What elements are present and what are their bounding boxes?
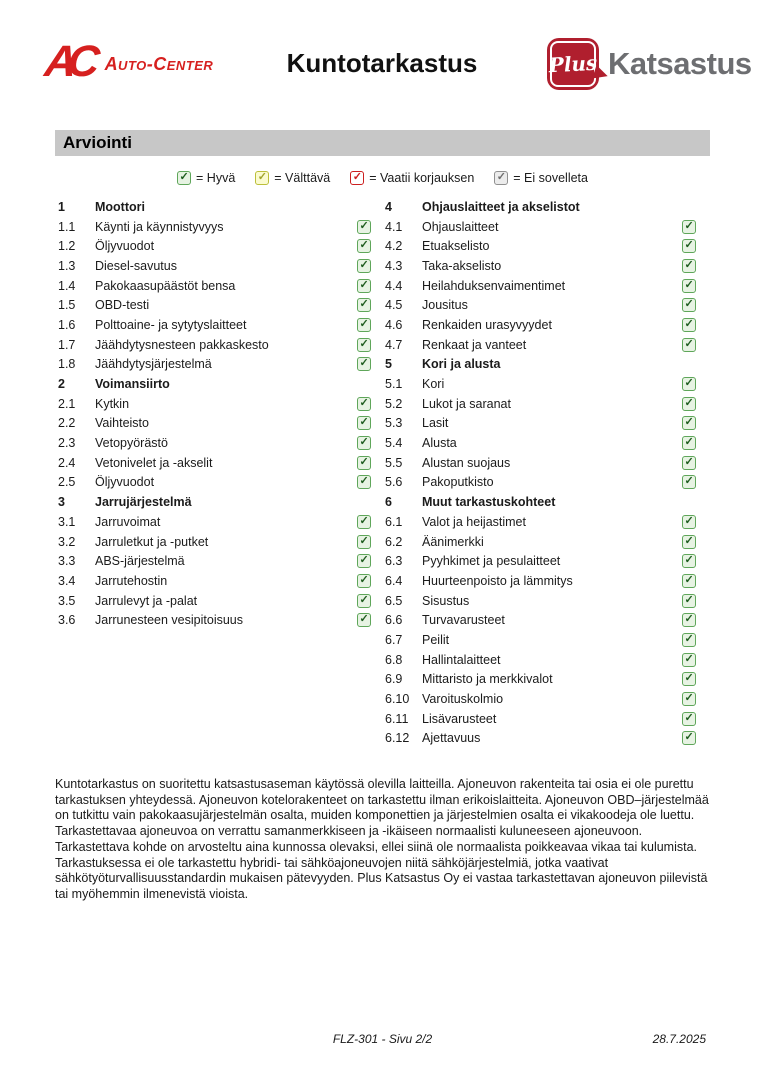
item-label: Diesel-savutus — [95, 258, 177, 273]
status-cell — [356, 397, 372, 411]
checklist-row — [385, 532, 697, 552]
checklist-row — [385, 335, 697, 355]
item-number: 4.2 — [385, 239, 403, 254]
item-number: 5.3 — [385, 416, 403, 431]
status-cell — [681, 318, 697, 332]
item-label: Turvavarusteet — [422, 613, 505, 628]
section-title: Ohjauslaitteet ja akselistot — [422, 199, 580, 214]
status-checkbox-good-icon[interactable] — [682, 239, 696, 253]
item-label: Jarrutehostin — [95, 573, 168, 588]
checklist-row — [385, 512, 697, 532]
section-title: Moottori — [95, 199, 145, 214]
item-number: 1.3 — [58, 258, 76, 273]
status-cell — [681, 712, 697, 726]
item-number: 5 — [385, 357, 392, 372]
section-title: Muut tarkastuskohteet — [422, 495, 556, 510]
item-label: Renkaiden urasyvyydet — [422, 317, 552, 332]
legend-label: = Välttävä — [274, 171, 331, 185]
status-cell — [681, 220, 697, 234]
checklist-row — [58, 473, 372, 493]
checklist-row — [385, 610, 697, 630]
item-number: 5.5 — [385, 455, 403, 470]
status-checkbox-good-icon[interactable] — [682, 692, 696, 706]
item-label: ABS-järjestelmä — [95, 554, 185, 569]
status-checkbox-good-icon[interactable] — [357, 574, 371, 588]
checklist-row — [58, 551, 372, 571]
item-label: Pakokaasupäästöt bensa — [95, 278, 236, 293]
status-cell — [356, 535, 372, 549]
status-cell — [356, 475, 372, 489]
item-label: Lukot ja saranat — [422, 396, 511, 411]
item-number: 6.3 — [385, 554, 403, 569]
legend-checkbox-na-icon — [494, 171, 508, 185]
status-checkbox-good-icon[interactable] — [682, 515, 696, 529]
legend-label: = Ei sovelleta — [513, 171, 588, 185]
status-cell — [681, 259, 697, 273]
status-cell — [681, 416, 697, 430]
item-label: Öljyvuodot — [95, 475, 155, 490]
item-number: 2.5 — [58, 475, 76, 490]
katsastus-logo-text: Katsastus — [608, 46, 752, 81]
item-number: 3.4 — [58, 573, 76, 588]
legend-item-good — [177, 171, 235, 185]
section-header-row — [385, 355, 697, 375]
item-label: Renkaat ja vanteet — [422, 337, 527, 352]
disclaimer-text: Kuntotarkastus on suoritettu katsastusaseman käytössä olevilla laitteilla. Ajoneuvon rakenteita tai osia ei ole purettu tarkastuksen yhteydessä. Ajoneuvon kotelorakenteet on tarkastettu ilman erikoislaitteita. Ajoneuvon OBD–järjestelmää on tutkittu vain pakokaasujärjestelmän osalta, muiden komponettien ja järjestelmien osalta ei vikakoodeja ole luettu. Tarkastettavaa ajoneuvoa on verrattu samanmerkkiseen ja -ikäiseen normaalisti kuluneeseen ajoneuvoon. Tarkastettava kohde on arvosteltu aina kunnossa olevaksi, ellei siinä ole normaalista poikkeavaa vikaa tai kulumista. Tarkastuksessa ei ole tarkastettu hybridi- tai sähköajoneuvojen niitä sähköjärjestelmiä, jotka vaativat sähkötyöturvallisuusstandardin mukaisen pätevyyden. Plus Katsastus Oy ei vastaa tarkastettavan ajoneuvon piilevistä tai myöhemmin ilmenevistä vioista. — [55, 777, 709, 901]
legend-label: = Hyvä — [196, 171, 236, 185]
item-number: 4.4 — [385, 278, 403, 293]
item-number: 6.5 — [385, 593, 403, 608]
checklist-row — [58, 295, 372, 315]
status-checkbox-good-icon[interactable] — [682, 554, 696, 568]
item-label: Jarrulevyt ja -palat — [95, 593, 198, 608]
status-cell — [356, 357, 372, 371]
checklist-row — [385, 374, 697, 394]
status-checkbox-good-icon[interactable] — [682, 220, 696, 234]
item-number: 3.5 — [58, 593, 76, 608]
checklist-row — [385, 670, 697, 690]
status-cell — [681, 633, 697, 647]
checklist-row — [58, 217, 372, 237]
status-checkbox-good-icon[interactable] — [357, 535, 371, 549]
item-number: 1.6 — [58, 317, 76, 332]
status-cell — [356, 554, 372, 568]
status-checkbox-good-icon[interactable] — [357, 318, 371, 332]
checklist-row — [385, 394, 697, 414]
status-checkbox-good-icon[interactable] — [357, 298, 371, 312]
item-number: 4.7 — [385, 337, 403, 352]
checklist-row — [385, 315, 697, 335]
status-checkbox-good-icon[interactable] — [682, 633, 696, 647]
item-label: Alustan suojaus — [422, 455, 511, 470]
status-checkbox-good-icon[interactable] — [682, 279, 696, 293]
legend-label: = Vaatii korjauksen — [369, 171, 475, 185]
item-label: Pyyhkimet ja pesulaitteet — [422, 554, 561, 569]
item-number: 4.6 — [385, 317, 403, 332]
status-cell — [681, 692, 697, 706]
status-cell — [356, 318, 372, 332]
status-cell — [356, 338, 372, 352]
item-label: Vetopyörästö — [95, 436, 168, 451]
item-label: Jarruletkut ja -putket — [95, 534, 209, 549]
item-label: Vetonivelet ja -akselit — [95, 455, 213, 470]
status-cell — [356, 298, 372, 312]
section-header-row — [385, 492, 697, 512]
status-cell — [356, 515, 372, 529]
checklist-row — [58, 453, 372, 473]
item-number: 1.1 — [58, 219, 76, 234]
checklist-row — [385, 571, 697, 591]
item-number: 6 — [385, 495, 392, 510]
item-number: 5.1 — [385, 377, 403, 392]
item-label: Kori — [422, 377, 445, 392]
item-label: OBD-testi — [95, 298, 150, 313]
item-number: 3.6 — [58, 613, 76, 628]
item-label: Huurteenpoisto ja lämmitys — [422, 573, 573, 588]
item-label: Vaihteisto — [95, 416, 149, 431]
status-checkbox-good-icon[interactable] — [682, 712, 696, 726]
status-checkbox-good-icon[interactable] — [357, 594, 371, 608]
status-cell — [356, 239, 372, 253]
item-number: 6.10 — [385, 692, 410, 707]
item-number: 6.9 — [385, 672, 403, 687]
item-number: 2 — [58, 377, 65, 392]
item-number: 1.4 — [58, 278, 76, 293]
checklist-row — [385, 650, 697, 670]
section-title: Voimansiirto — [95, 377, 170, 392]
item-number: 6.8 — [385, 652, 403, 667]
item-label: Äänimerkki — [422, 534, 484, 549]
section-header-row — [58, 492, 372, 512]
status-cell — [356, 456, 372, 470]
status-cell — [681, 515, 697, 529]
status-cell — [681, 475, 697, 489]
status-checkbox-good-icon[interactable] — [682, 397, 696, 411]
status-cell — [681, 338, 697, 352]
item-number: 5.4 — [385, 436, 403, 451]
page-title: Kuntotarkastus — [286, 48, 478, 78]
item-label: Kytkin — [95, 396, 130, 411]
status-cell — [681, 298, 697, 312]
status-checkbox-good-icon[interactable] — [682, 456, 696, 470]
item-number: 6.6 — [385, 613, 403, 628]
item-number: 1.8 — [58, 357, 76, 372]
status-checkbox-good-icon[interactable] — [682, 436, 696, 450]
checklist-row — [58, 414, 372, 434]
checklist-row — [385, 630, 697, 650]
item-number: 3.1 — [58, 514, 76, 529]
checklist-row — [385, 236, 697, 256]
checklist-row — [58, 315, 372, 335]
item-label: Käynti ja käynnistyvyys — [95, 219, 224, 234]
checklist-row — [385, 433, 697, 453]
status-cell — [681, 554, 697, 568]
status-cell — [681, 397, 697, 411]
item-label: Pakoputkisto — [422, 475, 494, 490]
status-checkbox-good-icon[interactable] — [682, 535, 696, 549]
legend — [55, 169, 710, 187]
item-number: 6.2 — [385, 534, 403, 549]
checklist-row — [385, 453, 697, 473]
status-checkbox-good-icon[interactable] — [682, 672, 696, 686]
item-label: Jäähdytysjärjestelmä — [95, 357, 212, 372]
status-cell — [681, 239, 697, 253]
item-number: 3.2 — [58, 534, 76, 549]
status-checkbox-good-icon[interactable] — [357, 338, 371, 352]
item-label: Hallintalaitteet — [422, 652, 501, 667]
item-label: Alusta — [422, 436, 457, 451]
status-checkbox-good-icon[interactable] — [357, 613, 371, 627]
status-cell — [681, 653, 697, 667]
item-number: 6.4 — [385, 573, 403, 588]
status-checkbox-good-icon[interactable] — [357, 515, 371, 529]
item-number: 4.5 — [385, 298, 403, 313]
item-label: Heilahduksenvaimentimet — [422, 278, 566, 293]
plus-badge-icon — [547, 38, 599, 90]
item-label: Lasit — [422, 416, 449, 431]
status-checkbox-good-icon[interactable] — [357, 397, 371, 411]
status-checkbox-good-icon[interactable] — [357, 475, 371, 489]
checklist-row — [385, 217, 697, 237]
item-number: 6.12 — [385, 731, 410, 746]
checklist-row — [385, 551, 697, 571]
status-cell — [681, 279, 697, 293]
checklist-row — [385, 414, 697, 434]
legend-checkbox-bad-icon — [350, 171, 364, 185]
status-checkbox-good-icon[interactable] — [682, 318, 696, 332]
status-checkbox-good-icon[interactable] — [682, 613, 696, 627]
item-label: Varoituskolmio — [422, 692, 504, 707]
legend-item-bad — [350, 171, 474, 185]
item-number: 4 — [385, 199, 392, 214]
status-checkbox-good-icon[interactable] — [682, 338, 696, 352]
item-number: 4.3 — [385, 258, 403, 273]
status-cell — [681, 377, 697, 391]
checklist-row — [58, 512, 372, 532]
item-label: Etuakselisto — [422, 239, 490, 254]
status-checkbox-good-icon[interactable] — [357, 239, 371, 253]
item-number: 2.2 — [58, 416, 76, 431]
status-checkbox-good-icon[interactable] — [682, 731, 696, 745]
status-checkbox-good-icon[interactable] — [357, 220, 371, 234]
status-cell — [356, 416, 372, 430]
item-label: Jarrunesteen vesipitoisuus — [95, 613, 243, 628]
section-header-row — [385, 197, 697, 217]
item-number: 5.6 — [385, 475, 403, 490]
status-checkbox-good-icon[interactable] — [682, 259, 696, 273]
item-label: Jäähdytysnesteen pakkaskesto — [95, 337, 269, 352]
checklist-row — [58, 591, 372, 611]
checklist-row — [58, 532, 372, 552]
item-label: Jarruvoimat — [95, 514, 161, 529]
item-number: 2.4 — [58, 455, 76, 470]
item-label: Mittaristo ja merkkivalot — [422, 672, 553, 687]
item-label: Polttoaine- ja sytytyslaitteet — [95, 317, 247, 332]
item-label: Valot ja heijastimet — [422, 514, 526, 529]
status-cell — [681, 731, 697, 745]
status-checkbox-good-icon[interactable] — [682, 298, 696, 312]
item-label: Ajettavuus — [422, 731, 481, 746]
status-cell — [356, 259, 372, 273]
status-checkbox-good-icon[interactable] — [357, 436, 371, 450]
item-number: 4.1 — [385, 219, 403, 234]
footer-date: 28.7.2025 — [652, 1032, 706, 1046]
item-number: 2.3 — [58, 436, 76, 451]
checklist-left — [58, 197, 372, 630]
status-cell — [356, 594, 372, 608]
status-checkbox-good-icon[interactable] — [357, 416, 371, 430]
plus-katsastus-logo — [547, 38, 752, 90]
checklist-row — [58, 276, 372, 296]
status-cell — [681, 672, 697, 686]
plus-badge-text: Plus — [548, 50, 598, 78]
checklist-row — [385, 709, 697, 729]
item-number: 2.1 — [58, 396, 76, 411]
legend-item-fair — [255, 171, 330, 185]
status-checkbox-good-icon[interactable] — [682, 574, 696, 588]
status-checkbox-good-icon[interactable] — [682, 594, 696, 608]
status-cell — [681, 436, 697, 450]
status-checkbox-good-icon[interactable] — [682, 416, 696, 430]
checklist-row — [58, 610, 372, 630]
checklist-row — [385, 729, 697, 749]
item-label: Taka-akselisto — [422, 258, 502, 273]
section-header-row — [58, 197, 372, 217]
item-number: 1 — [58, 199, 65, 214]
checklist-row — [385, 276, 697, 296]
checklist-row — [58, 355, 372, 375]
checklist-row — [58, 433, 372, 453]
section-header-bar — [55, 130, 710, 156]
checklist-row — [58, 571, 372, 591]
item-label: Jousitus — [422, 298, 468, 313]
item-label: Öljyvuodot — [95, 239, 155, 254]
item-number: 5.2 — [385, 396, 403, 411]
status-checkbox-good-icon[interactable] — [357, 456, 371, 470]
checklist-right — [385, 197, 697, 748]
item-number: 1.5 — [58, 298, 76, 313]
auto-center-logo-icon: AC — [42, 37, 94, 86]
item-number: 1.7 — [58, 337, 76, 352]
status-checkbox-good-icon[interactable] — [357, 279, 371, 293]
status-checkbox-good-icon[interactable] — [357, 554, 371, 568]
legend-checkbox-fair-icon — [255, 171, 269, 185]
item-label: Peilit — [422, 632, 450, 647]
checklist-row — [385, 591, 697, 611]
item-number: 6.11 — [385, 711, 409, 726]
legend-item-na — [494, 171, 588, 185]
checklist-row — [58, 335, 372, 355]
item-label: Lisävarusteet — [422, 711, 497, 726]
item-number: 1.2 — [58, 239, 76, 254]
item-number: 3 — [58, 495, 65, 510]
status-cell — [681, 613, 697, 627]
status-checkbox-good-icon[interactable] — [682, 377, 696, 391]
item-label: Sisustus — [422, 593, 470, 608]
status-cell — [356, 220, 372, 234]
checklist-row — [385, 256, 697, 276]
section-title: Jarrujärjestelmä — [95, 495, 192, 510]
item-number: 3.3 — [58, 554, 76, 569]
status-checkbox-good-icon[interactable] — [357, 259, 371, 273]
status-checkbox-good-icon[interactable] — [682, 475, 696, 489]
status-cell — [356, 436, 372, 450]
status-cell — [681, 594, 697, 608]
auto-center-logo-text: Auto-Center — [104, 53, 214, 74]
status-cell — [356, 613, 372, 627]
checklist-row — [385, 473, 697, 493]
legend-checkbox-good-icon — [177, 171, 191, 185]
status-checkbox-good-icon[interactable] — [682, 653, 696, 667]
status-cell — [681, 574, 697, 588]
section-title: Kori ja alusta — [422, 357, 501, 372]
status-checkbox-good-icon[interactable] — [357, 357, 371, 371]
item-number: 6.7 — [385, 632, 403, 647]
footer-plate-page: FLZ-301 - Sivu 2/2 — [332, 1032, 433, 1046]
section-header-row — [58, 374, 372, 394]
status-cell — [681, 535, 697, 549]
checklist-row — [58, 256, 372, 276]
section-header-title: Arviointi — [63, 133, 132, 152]
item-label: Ohjauslaitteet — [422, 219, 499, 234]
checklist-row — [58, 236, 372, 256]
checklist-row — [385, 689, 697, 709]
status-cell — [356, 279, 372, 293]
checklist-row — [385, 295, 697, 315]
item-number: 6.1 — [385, 514, 403, 529]
page-header — [0, 0, 764, 110]
status-cell — [356, 574, 372, 588]
status-cell — [681, 456, 697, 470]
checklist-row — [58, 394, 372, 414]
